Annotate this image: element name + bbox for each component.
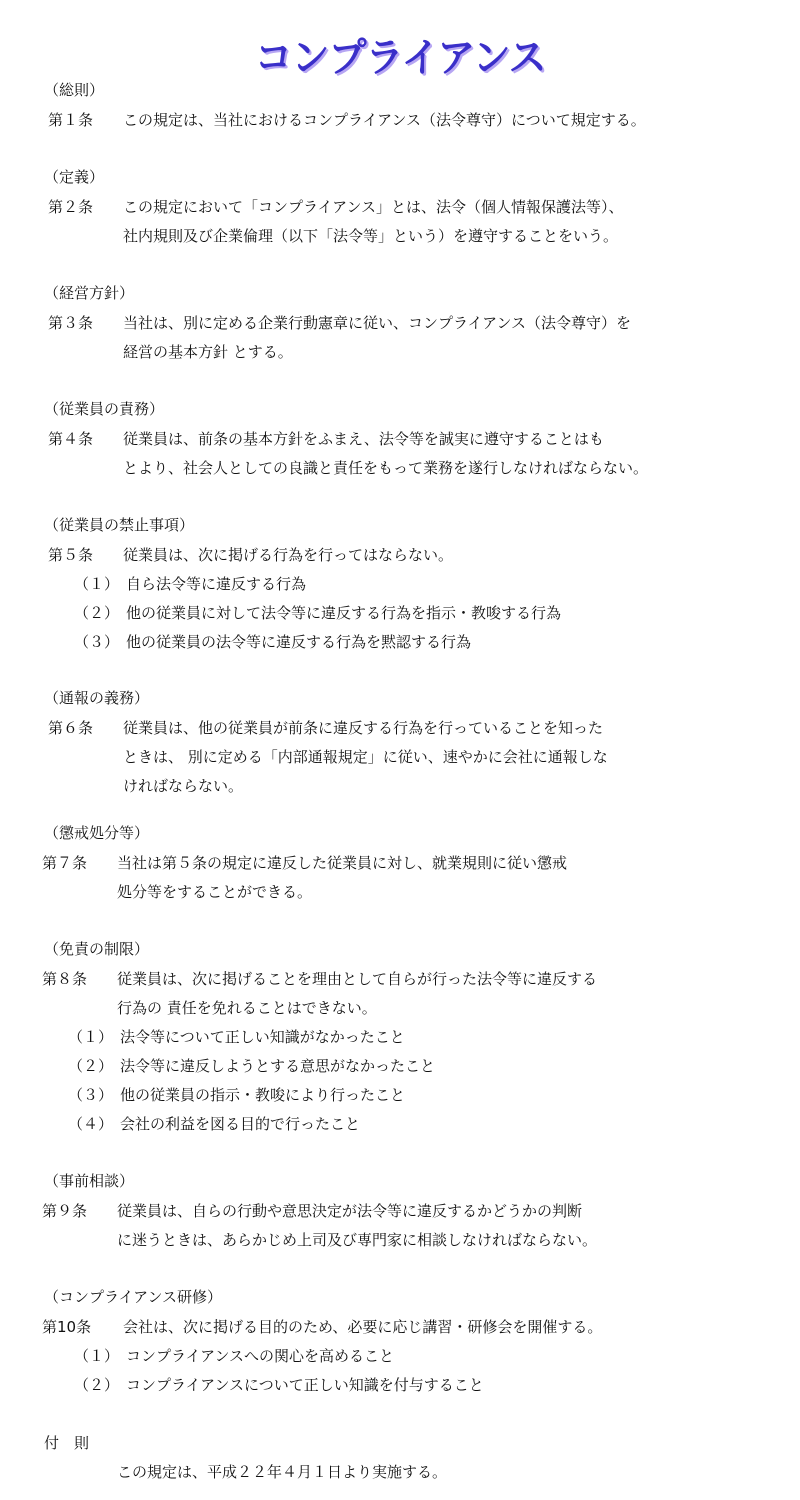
article-10-line-1 [42,1317,602,1337]
article-4-number: 第４条 [48,430,94,448]
article-3-line-1 [48,313,631,333]
article-7-line-2: 処分等をすることができる。 [117,883,313,901]
article-6-line-2: ときは、 別に定める「内部通報規定」に従い、速やかに会社に通報しな [123,748,608,766]
article-4-heading: （従業員の責務） [44,400,165,418]
article-9-line-1 [42,1201,582,1221]
article-8-line-2: 行為の 責任を免れることはできない。 [117,999,377,1017]
article-7-heading: （懲戒処分等） [44,824,150,842]
document-title: コンプライアンス [254,34,546,81]
article-10-number: 第10条 [42,1318,92,1336]
article-3-number: 第３条 [48,314,94,332]
article-8-line-1 [42,969,597,989]
article-5-line-1 [48,545,453,565]
article-5-item-3 [74,632,471,652]
item-number: （１） [74,1347,120,1365]
article-5-number: 第５条 [48,546,94,564]
article-8-item-1 [68,1027,405,1047]
article-6-text: 従業員は、他の従業員が前条に違反する行為を行っていることを知った [123,719,604,737]
item-number: （２） [74,604,120,622]
article-9-number: 第９条 [42,1202,88,1220]
article-6-heading: （通報の義務） [44,689,150,707]
item-text: 会社の利益を図る目的で行ったこと [120,1115,361,1133]
item-text: 法令等に違反しようとする意思がなかったこと [120,1057,436,1075]
article-5-text: 従業員は、次に掲げる行為を行ってはならない。 [123,546,454,564]
article-3-heading: （経営方針） [44,284,135,302]
item-number: （１） [74,575,120,593]
article-10-item-2 [74,1375,484,1395]
item-number: （３） [74,633,120,651]
article-9-heading: （事前相談） [44,1172,135,1190]
article-7-text: 当社は第５条の規定に違反した従業員に対し、就業規則に従い懲戒 [117,854,568,872]
item-number: （２） [74,1376,120,1394]
article-7-number: 第７条 [42,854,88,872]
item-text: 他の従業員の指示・教唆により行ったこと [120,1086,406,1104]
item-number: （２） [68,1057,114,1075]
article-2-heading: （定義） [44,168,105,186]
article-10-text: 会社は、次に掲げる目的のため、必要に応じ講習・研修会を開催する。 [123,1318,603,1336]
article-1-line-1 [48,110,646,130]
article-4-line-1 [48,429,604,449]
article-5-heading: （従業員の禁止事項） [44,516,195,534]
item-number: （１） [68,1028,114,1046]
article-10-item-1 [74,1346,394,1366]
article-4-text: 従業員は、前条の基本方針をふまえ、法令等を誠実に遵守することはも [123,430,604,448]
article-6-line-3: ければならない。 [123,777,244,795]
article-8-heading: （免責の制限） [44,940,150,958]
title-wrap [0,26,800,81]
supplementary-heading: 付 則 [44,1434,90,1452]
article-10-heading: （コンプライアンス研修） [44,1288,223,1306]
article-3-text: 当社は、別に定める企業行動憲章に従い、コンプライアンス（法令尊守）を [123,314,632,332]
item-text: コンプライアンスへの関心を高めること [126,1347,395,1365]
item-text: 法令等について正しい知識がなかったこと [120,1028,405,1046]
article-4-line-2: とより、社会人としての良識と責任をもって業務を遂行しなければならない。 [123,459,649,477]
article-5-item-1 [74,574,306,594]
article-8-item-2 [68,1056,435,1076]
item-number: （４） [68,1115,114,1133]
article-8-item-4 [68,1114,360,1134]
article-6-line-1 [48,718,603,738]
article-5-item-2 [74,603,561,623]
article-2-line-2: 社内規則及び企業倫理（以下「法令等」という）を遵守することをいう。 [123,227,619,245]
article-7-line-1 [42,853,567,873]
article-1-heading: （総則） [44,81,105,99]
article-8-item-3 [68,1085,405,1105]
supplementary-text: この規定は、平成２２年４月１日より実施する。 [117,1463,448,1481]
article-2-text: この規定において「コンプライアンス」とは、法令（個人情報保護法等）、 [123,198,624,216]
article-8-text: 従業員は、次に掲げることを理由として自らが行った法令等に違反する [117,970,598,988]
article-1-text: この規定は、当社におけるコンプライアンス（法令尊守）について規定する。 [123,111,646,129]
article-6-number: 第６条 [48,719,94,737]
item-text: コンプライアンスについて正しい知識を付与すること [126,1376,484,1394]
item-text: 他の従業員に対して法令等に違反する行為を指示・教唆する行為 [126,604,562,622]
article-9-line-2: に迷うときは、あらかじめ上司及び専門家に相談しなければならない。 [117,1231,598,1249]
article-3-line-2: 経営の基本方針 とする。 [123,343,293,361]
article-9-text: 従業員は、自らの行動や意思決定が法令等に違反するかどうかの判断 [117,1202,583,1220]
item-number: （３） [68,1086,114,1104]
article-2-number: 第２条 [48,198,94,216]
item-text: 自ら法令等に違反する行為 [126,575,307,593]
article-2-line-1 [48,197,624,217]
article-1-number: 第１条 [48,111,94,129]
item-text: 他の従業員の法令等に違反する行為を黙認する行為 [126,633,472,651]
article-8-number: 第８条 [42,970,88,988]
